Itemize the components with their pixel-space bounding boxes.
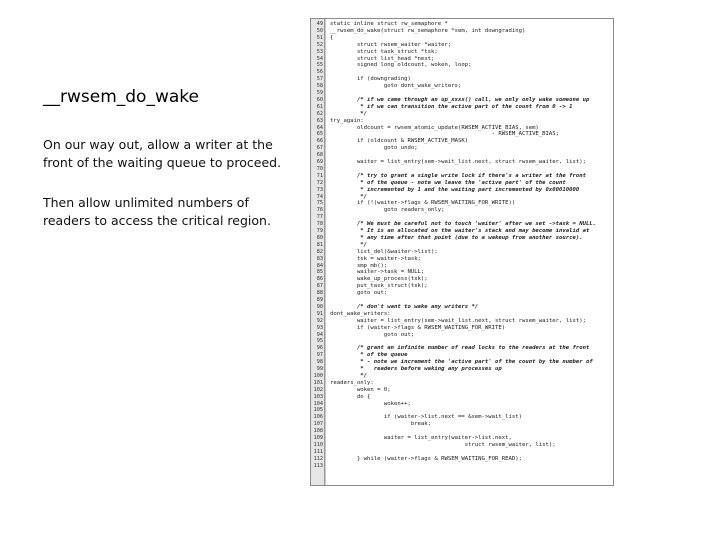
line-number: 75 (316, 200, 323, 207)
line-number: 65 (316, 131, 323, 138)
code-text: goto readers_only; (330, 207, 445, 214)
code-line (311, 207, 613, 214)
code-line (311, 28, 613, 35)
code-line (311, 380, 613, 387)
line-number: 112 (313, 455, 323, 462)
line-number: 61 (316, 103, 323, 110)
code-text: if (waiter->list.next == &sem->wait_list) (330, 414, 522, 421)
code-text: goto dont_wake_writers; (330, 83, 462, 90)
paragraph-writer-wake: On our way out, allow a writer at the front of the waiting queue to proceed. (43, 137, 282, 170)
code-line (311, 180, 613, 187)
line-number: 74 (316, 193, 323, 200)
code-text: waiter = list_entry(waiter->list.next, (330, 435, 512, 441)
code-text: - RWSEM_ACTIVE_BIAS; (330, 131, 560, 138)
line-number: 62 (316, 110, 323, 117)
code-text: */ (330, 241, 368, 248)
code-text: * any time after that point (due to a wakeup from another source). (330, 234, 583, 241)
line-number: 91 (316, 310, 323, 317)
line-number: 95 (316, 338, 323, 345)
line-number: 72 (316, 179, 323, 186)
code-line (311, 290, 613, 297)
code-line (311, 269, 613, 276)
line-number: 52 (316, 41, 323, 48)
code-line (311, 111, 613, 118)
line-number: 90 (316, 303, 323, 310)
code-line (311, 97, 613, 104)
code-text: /* We must be careful not to touch 'waiter' after we set ->task = NULL. (330, 221, 597, 228)
slide-title: __rwsem_do_wake (43, 87, 199, 107)
code-text: oldcount = rwsem_atomic_update(RWSEM_ACTIVE_BIAS, sem) (330, 124, 539, 131)
code-text: */ (330, 110, 368, 117)
line-number: 66 (316, 138, 323, 145)
code-text: struct task_struct *tsk; (330, 48, 438, 55)
code-line (311, 449, 613, 456)
paragraph-readers-wake: Then allow unlimited numbers of readers to access the critical region. (43, 195, 271, 228)
code-text: do { (330, 393, 371, 400)
code-text: put_task_struct(tsk); (330, 283, 428, 290)
line-number: 110 (313, 441, 323, 448)
code-line (311, 200, 613, 207)
line-number: 86 (316, 276, 323, 283)
code-line (311, 35, 613, 42)
code-line (311, 283, 613, 290)
code-text: /* grant an infinite number of read locks to the readers at the front (330, 345, 590, 352)
code-line (311, 345, 613, 352)
code-text: * - note we increment the 'active part' of the count by the number of (330, 359, 593, 366)
line-number: 93 (316, 324, 323, 331)
code-line (311, 21, 613, 28)
code-line (311, 401, 613, 408)
code-line (311, 187, 613, 194)
code-line (311, 159, 613, 166)
line-number: 103 (313, 393, 323, 400)
line-number: 59 (316, 90, 323, 96)
code-line (311, 311, 613, 318)
code-text: waiter->task = NULL; (330, 269, 425, 276)
code-line (311, 56, 613, 63)
code-line (311, 421, 613, 428)
line-number: 113 (313, 462, 323, 469)
code-text: /* if we came through an up_xxxx() call, we only only wake someone up (330, 96, 590, 103)
code-text: * incremented by 1 and the waiting part incremented by 0x00010000 (330, 186, 580, 193)
line-number: 73 (316, 186, 323, 193)
code-line (311, 42, 613, 49)
code-line (311, 131, 613, 138)
code-line (311, 463, 613, 470)
line-number: 82 (316, 248, 323, 255)
code-line (311, 338, 613, 345)
code-line (311, 228, 613, 235)
line-number: 50 (316, 27, 323, 34)
line-number: 92 (316, 317, 323, 324)
code-line (311, 414, 613, 421)
code-text: list_del(&waiter->list); (330, 248, 438, 255)
code-text: struct list_head *next; (330, 55, 435, 62)
code-text: * of the queue (330, 352, 408, 359)
line-number: 94 (316, 331, 323, 338)
code-line (311, 318, 613, 325)
code-line (311, 194, 613, 201)
line-number: 78 (316, 221, 323, 228)
code-text: try_again: (330, 117, 364, 124)
line-number: 79 (316, 228, 323, 234)
code-line (311, 435, 613, 442)
line-number: 97 (316, 352, 323, 359)
code-line (311, 76, 613, 83)
code-text: * readers before waking any processes up (330, 366, 502, 372)
code-line (311, 256, 613, 263)
code-text: woken = 0; (330, 386, 391, 393)
line-number: 85 (316, 269, 323, 276)
line-number: 107 (313, 421, 323, 428)
code-text: static inline struct rw_semaphore * (330, 21, 448, 27)
code-text: */ (330, 372, 368, 379)
line-number: 60 (316, 96, 323, 103)
code-line (311, 442, 613, 449)
line-number: 70 (316, 165, 323, 172)
code-text: struct rwsem_waiter *waiter; (330, 41, 452, 48)
code-line (311, 249, 613, 256)
code-text: /* try to grant a single write lock if there's a writer at the front (330, 172, 586, 179)
code-line (311, 118, 613, 125)
code-listing (310, 18, 614, 486)
code-line (311, 359, 613, 366)
code-line (311, 235, 613, 242)
code-text: __rwsem_do_wake(struct rw_semaphore *sem, int downgrading) (330, 27, 526, 34)
line-number: 69 (316, 159, 323, 165)
code-line (311, 104, 613, 111)
line-number: 80 (316, 234, 323, 241)
code-text: goto out; (330, 331, 415, 338)
line-number: 57 (316, 76, 323, 83)
code-text: readers_only: (330, 379, 374, 386)
code-text: { (330, 34, 334, 41)
code-line (311, 221, 613, 228)
code-line (311, 352, 613, 359)
code-line (311, 214, 613, 221)
line-number: 98 (316, 359, 323, 366)
line-number: 49 (316, 21, 323, 27)
code-text: smp_mb(); (330, 262, 388, 269)
code-line (311, 276, 613, 283)
code-text: goto out; (330, 290, 388, 297)
line-number: 96 (316, 345, 323, 352)
code-line (311, 69, 613, 76)
line-number: 109 (313, 435, 323, 441)
code-line (311, 166, 613, 173)
line-number: 104 (313, 400, 323, 407)
line-number: 81 (316, 241, 323, 248)
line-number: 77 (316, 214, 323, 221)
code-line (311, 456, 613, 463)
code-text: goto undo; (330, 145, 418, 152)
code-text: waiter = list_entry(sem->wait_list.next, struct rwsem_waiter, list); (330, 317, 586, 324)
line-number: 100 (313, 372, 323, 379)
code-line (311, 297, 613, 304)
line-number: 88 (316, 290, 323, 297)
code-text: if (waiter->flags & RWSEM_WAITING_FOR_WRITE) (330, 324, 506, 331)
code-text: woken++; (330, 400, 411, 407)
code-line (311, 173, 613, 180)
code-text: * It is an allocated on the waiter's stack and may become invalid at (330, 228, 590, 234)
code-line (311, 152, 613, 159)
code-line (311, 304, 613, 311)
code-text: */ (330, 193, 368, 200)
code-text: * if we can transition the active part of the count from 0 -> 1 (330, 103, 573, 110)
code-line (311, 125, 613, 132)
line-number: 83 (316, 255, 323, 262)
line-number: 87 (316, 283, 323, 290)
line-number: 102 (313, 386, 323, 393)
line-number: 84 (316, 262, 323, 269)
code-text: dont_wake_writers: (330, 310, 391, 317)
line-number: 55 (316, 62, 323, 69)
code-text: } while (waiter->flags & RWSEM_WAITING_FOR_READ); (330, 455, 522, 462)
code-text: struct rwsem_waiter, list); (330, 441, 556, 448)
line-number: 89 (316, 297, 323, 303)
line-number: 67 (316, 145, 323, 152)
code-line (311, 428, 613, 435)
code-text: break; (330, 421, 432, 428)
line-number: 51 (316, 34, 323, 41)
code-line (311, 394, 613, 401)
code-line (311, 373, 613, 380)
line-number: 63 (316, 117, 323, 124)
code-text: wake_up_process(tsk); (330, 276, 428, 283)
line-number: 105 (313, 407, 323, 414)
line-number: 101 (313, 379, 323, 386)
line-number: 58 (316, 83, 323, 90)
code-text: * of the queue - note we leave the 'active part' of the count (330, 179, 566, 186)
code-line (311, 407, 613, 414)
code-line (311, 145, 613, 152)
code-line (311, 242, 613, 249)
line-number: 68 (316, 152, 323, 159)
line-number: 106 (313, 414, 323, 421)
line-number: 53 (316, 48, 323, 55)
line-number: 108 (313, 428, 323, 435)
code-text: /* don't want to wake any writers */ (330, 303, 479, 310)
code-line (311, 49, 613, 56)
line-number: 111 (313, 448, 323, 455)
code-line (311, 332, 613, 339)
code-line (311, 366, 613, 373)
line-number: 71 (316, 172, 323, 179)
line-number: 56 (316, 69, 323, 76)
code-line (311, 83, 613, 90)
code-text: tsk = waiter->task; (330, 255, 421, 262)
code-line (311, 138, 613, 145)
code-text: if (downgrading) (330, 76, 411, 83)
code-line (311, 62, 613, 69)
code-line (311, 325, 613, 332)
code-text: if (!(waiter->flags & RWSEM_WAITING_FOR_WRITE)) (330, 200, 516, 207)
code-line (311, 263, 613, 270)
code-text: waiter = list_entry(sem->wait_list.next, struct rwsem_waiter, list); (330, 159, 586, 165)
line-number: 76 (316, 207, 323, 214)
line-number: 64 (316, 124, 323, 131)
code-text: if (oldcount & RWSEM_ACTIVE_MASK) (330, 138, 469, 145)
line-number: 99 (316, 366, 323, 372)
code-line (311, 387, 613, 394)
code-line (311, 90, 613, 97)
code-text: signed long oldcount, woken, loop; (330, 62, 472, 69)
line-number: 54 (316, 55, 323, 62)
